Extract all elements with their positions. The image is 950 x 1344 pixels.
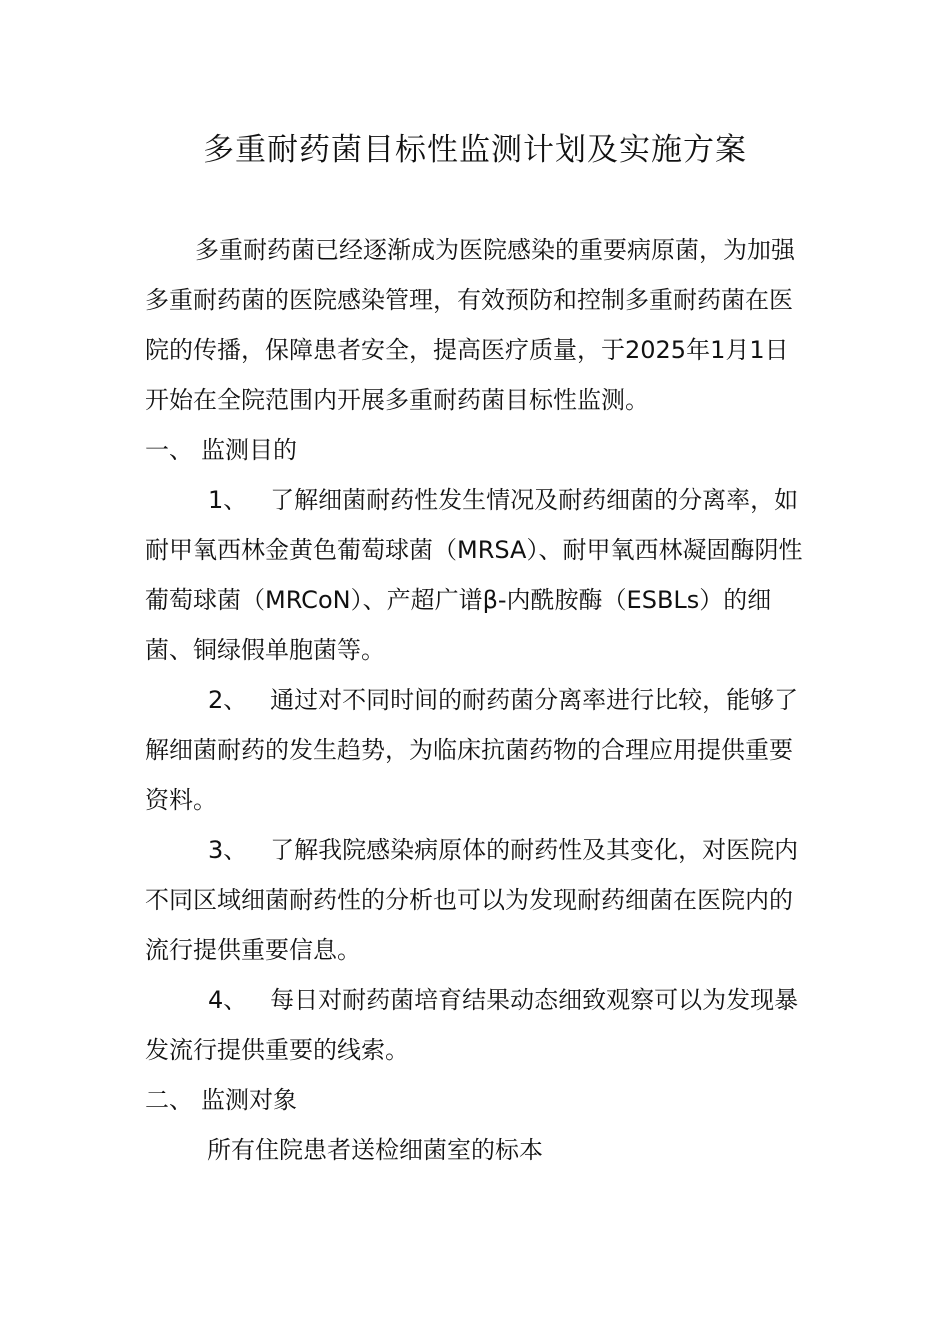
item-4-number: 4、 bbox=[208, 986, 248, 1014]
item-4-text: 每日对耐药菌培育结果动态细致观察可以为发现暴发流行提供重要的线索。 bbox=[145, 986, 799, 1064]
section-2-number: 二、 bbox=[145, 1086, 193, 1114]
section-1-title: 监测目的 bbox=[201, 436, 297, 464]
list-item bbox=[145, 475, 810, 675]
item-2-number: 2、 bbox=[208, 686, 248, 714]
list-item bbox=[145, 675, 810, 825]
document-title: 多重耐药菌目标性监测计划及实施方案 bbox=[203, 132, 747, 168]
intro-paragraph: 多重耐药菌已经逐渐成为医院感染的重要病原菌，为加强多重耐药菌的医院感染管理，有效预防和控制多重耐药菌在医院的传播，保障患者安全，提高医疗质量，于2025年1月1日开始在全院范围内开展多重耐药菌目标性监测。 bbox=[145, 236, 795, 414]
item-1-number: 1、 bbox=[208, 486, 248, 514]
list-item bbox=[145, 975, 810, 1075]
section-2-text: 所有住院患者送检细菌室的标本 bbox=[207, 1136, 543, 1164]
item-3-number: 3、 bbox=[208, 836, 248, 864]
section-1-heading bbox=[145, 425, 810, 475]
document-body bbox=[145, 225, 810, 1175]
section-2-heading bbox=[145, 1075, 810, 1125]
item-3-text: 了解我院感染病原体的耐药性及其变化，对医院内不同区域细菌耐药性的分析也可以为发现耐药细菌在医院内的流行提供重要信息。 bbox=[145, 836, 799, 964]
section-1-number: 一、 bbox=[145, 436, 193, 464]
section-2-title: 监测对象 bbox=[201, 1086, 297, 1114]
list-item bbox=[145, 825, 810, 975]
item-1-text: 了解细菌耐药性发生情况及耐药细菌的分离率，如耐甲氧西林金黄色葡萄球菌（MRSA）、耐甲氧西林凝固酶阴性葡萄球菌（MRCoN）、产超广谱β-内酰胺酶（ESBLs）的细菌、铜绿假单胞菌等。 bbox=[145, 486, 803, 664]
item-2-text: 通过对不同时间的耐药菌分离率进行比较，能够了解细菌耐药的发生趋势，为临床抗菌药物的合理应用提供重要资料。 bbox=[145, 686, 799, 814]
